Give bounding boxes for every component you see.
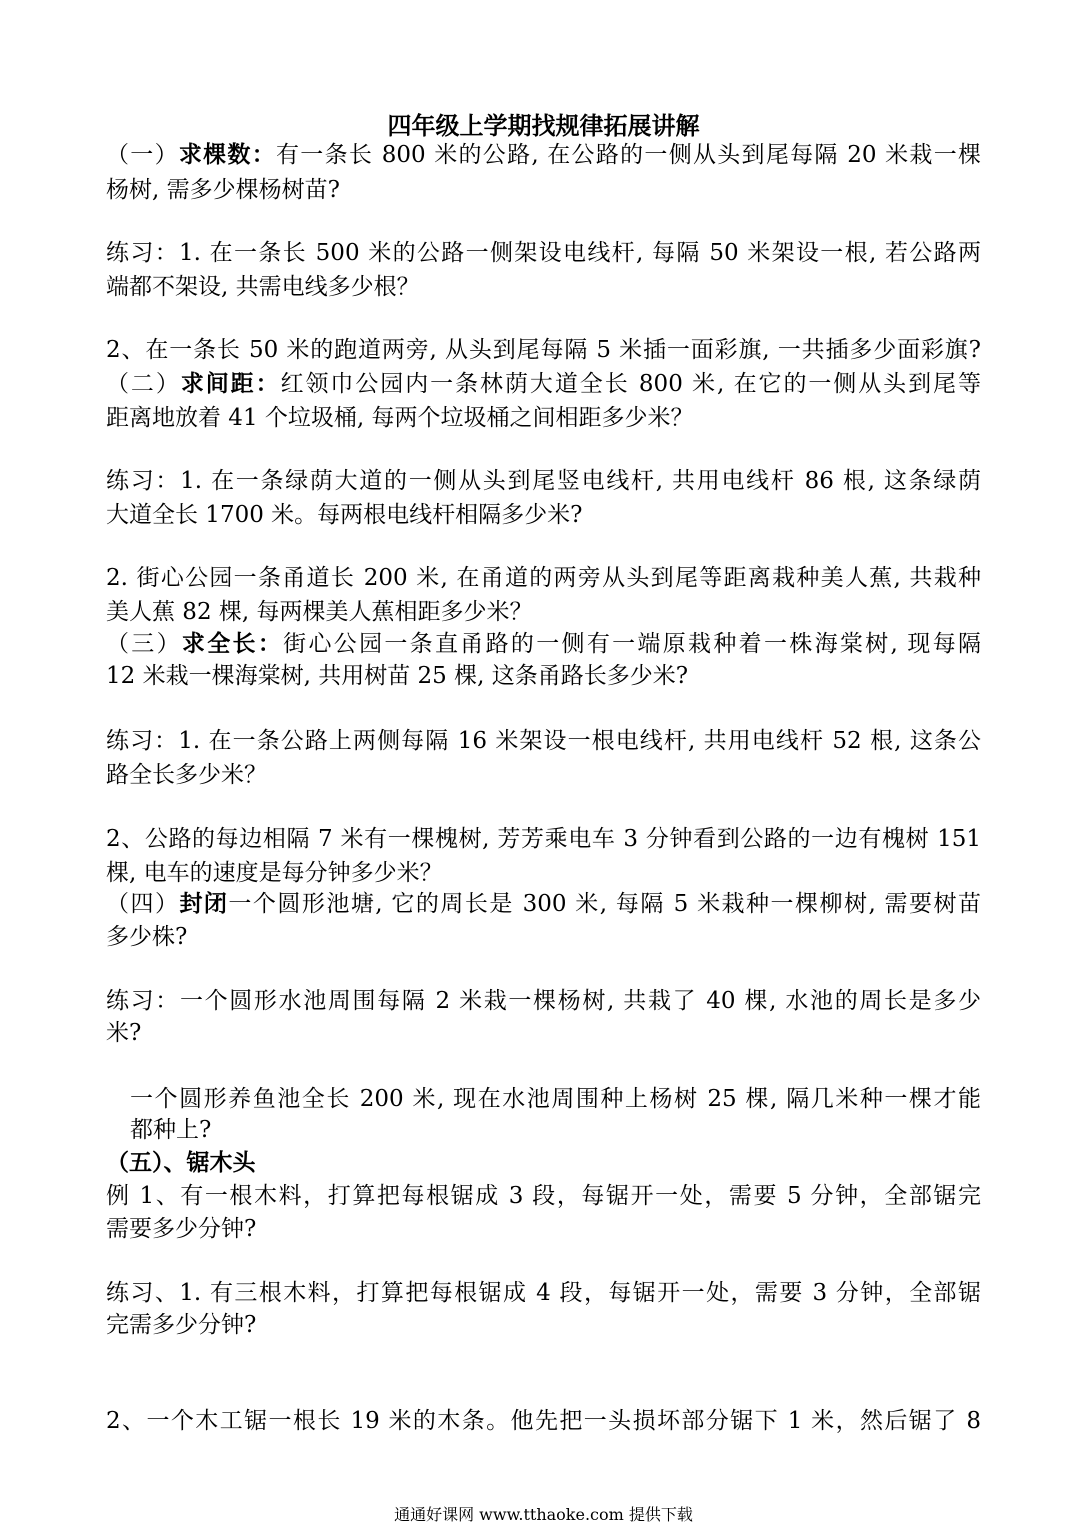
section-3-line-1 [106,627,981,661]
section-3-heading: 求全长： [181,630,284,657]
section-5-heading: （五）、锯木头 [106,1149,256,1176]
section-1-line-1 [106,138,981,172]
section-2-line-2: 距离地放着 41 个垃圾桶, 每两个垃圾桶之间相距多少米？ [106,405,694,431]
practice-6-line-2: 棵, 电车的速度是每分钟多少米？ [106,860,443,886]
practice-7-line-2: 米? [106,1020,142,1046]
practice-4-line-1: 2. 街心公园一条甬道长 200 米, 在甬道的两旁从头到尾等距离栽种美人蕉, 共栽种 [106,565,981,591]
practice-5-line-2: 路全长多少米？ [106,762,267,788]
example-1-line-2: 需要多少分钟? [106,1216,257,1242]
page-title: 四年级上学期找规律拓展讲解 [387,111,700,140]
section-4-line-2: 多少株? [106,924,188,950]
section-1-line-2: 杨树, 需多少棵杨树苗? [106,177,340,203]
practice-7-line-1: 练习：一个圆形水池周围每隔 2 米栽一棵杨树, 共栽了 40 棵, 水池的周长是多少 [106,988,981,1014]
page-footer: 通通好课网 www.tthaoke.com 提供下载 [394,1505,693,1524]
practice-6-line-1: 2、公路的每边相隔 7 米有一棵槐树, 芳芳乘电车 3 分钟看到公路的一边有槐树 151 [106,826,981,852]
section-4-label: （四） [106,891,180,917]
practice-1-line-2: 端都不架设, 共需电线多少根？ [106,274,420,300]
section-2-heading: 求间距： [180,370,281,397]
section-4-text-1: 一个圆形池塘, 它的周长是 300 米, 每隔 5 米栽种一棵柳树, 需要树苗 [228,891,982,917]
practice-9-line-2: 完需多少分钟? [106,1312,257,1338]
section-3-label: （三） [106,631,182,657]
practice-4-line-2: 美人蕉 82 棵, 每两棵美人蕉相距多少米？ [106,599,533,625]
practice-9-line-1: 练习、1. 有三根木料，打算把每根锯成 4 段，每锯开一处，需要 3 分钟，全部锯 [106,1280,981,1306]
practice-8-line-2: 都种上? [130,1117,212,1143]
section-1-label: （一） [106,142,179,168]
section-4-heading: 封闭 [179,890,229,917]
section-4-line-1 [106,887,981,921]
section-2-text-1: 红领巾公园内一条林荫大道全长 800 米, 在它的一侧从头到尾等 [280,371,981,397]
practice-3-line-2: 大道全长 1700 米。每两根电线杆相隔多少米? [106,502,583,528]
section-3-text-1: 街心公园一条直甬路的一侧有一端原栽种着一株海棠树, 现每隔 [283,631,982,657]
section-2-line-1 [106,367,981,401]
practice-2-line-1: 2、在一条长 50 米的跑道两旁, 从头到尾每隔 5 米插一面彩旗, 一共插多少面彩旗? [106,337,981,363]
section-3-line-2: 12 米栽一棵海棠树, 共用树苗 25 棵, 这条甬路长多少米? [106,663,689,689]
practice-5-line-1: 练习：1. 在一条公路上两侧每隔 16 米架设一根电线杆, 共用电线杆 52 根, 这条公 [106,728,981,754]
practice-10-line-1: 2、一个木工锯一根长 19 米的木条。他先把一头损坏部分锯下 1 米，然后锯了 8 [106,1408,981,1434]
practice-8-line-1: 一个圆形养鱼池全长 200 米, 现在水池周围种上杨树 25 棵, 隔几米种一棵才能 [130,1086,981,1112]
section-1-text-1: 有一条长 800 米的公路, 在公路的一侧从头到尾每隔 20 米栽一棵 [276,142,981,168]
section-1-heading: 求棵数： [178,141,276,168]
practice-1-line-1: 练习：1. 在一条长 500 米的公路一侧架设电线杆, 每隔 50 米架设一根, 若公路两 [106,240,981,266]
section-2-label: （二） [106,371,181,397]
practice-3-line-1: 练习：1. 在一条绿荫大道的一侧从头到尾竖电线杆, 共用电线杆 86 根, 这条绿荫 [106,468,981,494]
example-1-line-1: 例 1、有一根木料，打算把每根锯成 3 段，每锯开一处，需要 5 分钟，全部锯完 [106,1183,981,1209]
